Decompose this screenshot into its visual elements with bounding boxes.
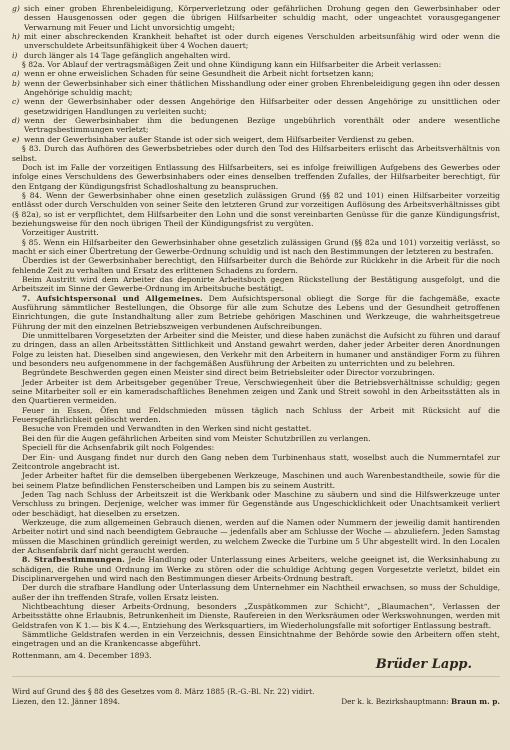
paragraph: Jeder Arbeiter haftet für die demselben übergebenen Werkzeuge, Maschinen und auch Warenbestandtheile, sowie für die bei seinem Platze befindlichen Fensterscheiben und Lampen bis zu seinem Austritt.: [12, 471, 500, 490]
paragraph: Beim Austritt wird dem Arbeiter das deponirte Arbeitsbuch gegen Rückstellung der Bestätigung ausgefolgt, und die Arbeitszeit im Sinne der Gewerbe-Ordnung im Arbeitsbuche bestätigt.: [12, 274, 500, 294]
approval-footer: [12, 687, 500, 707]
paragraph: Bei den für die Augen gefährlichen Arbeiten sind vom Meister Schutzbrillen zu verlangen.: [22, 433, 371, 443]
paragraph: Feuer in Essen, Öfen und Feldschmieden müssen täglich nach Schluss der Arbeit mit Rücksicht auf die Feuersgefährlichkeit gelöscht werden.: [12, 405, 500, 425]
paragraph: Jeden Tag nach Schluss der Arbeitszeit ist die Werkbank oder Maschine zu säubern und sind die Hilfswerkzeuge unter Verschluss zu bringen. Derjenige, welcher was immer für Gegenstände aus Ungeschicklichkeit oder Unachtsamkeit verliert oder beschädigt, hat dieselben zu ersetzen.: [12, 489, 500, 518]
list-item: [12, 32, 500, 51]
section-heading: 7. Aufsichtspersonal und Allgemeines.: [22, 293, 203, 303]
list-text: sich einer groben Ehrenbeleidigung, Körperverletzung oder gefährlichen Drohung gegen den Gewerbsinhaber oder dessen Hausgenossen oder gegen die übrigen Hilfsarbeiter schuldig macht, oder ungeachtet vorausgegangener Verwarnung mit Feuer und Licht unvorsichtig umgeht;: [24, 4, 500, 32]
list-item: [12, 97, 500, 116]
list-text: wenn der Gewerbsinhaber ihm die bedungenen Bezüge ungebührlich vorenthält oder andere wesentliche Vertragsbestimmungen verletzt;: [24, 116, 500, 135]
list-item: [12, 51, 500, 60]
paragraph: Der Ein- und Ausgang findet nur durch den Gang neben dem Turbinenhaus statt, woselbst auch die Nummerntafel zur Zeitcontrole angebracht ist.: [12, 452, 500, 471]
paragraph: § 84. Wenn der Gewerbsinhaber ohne einen gesetzlich zulässigen Grund (§§ 82 und 101) einen Hilfsarbeiter vorzeitig entlässt oder durch Verschulden von seiner Seite den letzteren Grund zur vorzeitigen Auflösung des Arbeitsverhältnisses gibt (§ 82a), so ist er verpflichtet, dem Hilfsarbeiter den Lohn und die sonst vereinbarten Genüsse für die ganze Kündigungsfrist, beziehungsweise für den noch übrigen Theil der Kündigungsfrist zu vergüten.: [12, 190, 500, 228]
paragraph: Sämmtliche Geldstrafen werden in ein Verzeichnis, dessen Einsichtnahme der Behörde sowie den Arbeitern offen steht, eingetragen und an die Krankencasse abgeführt.: [12, 630, 500, 649]
section-heading: 8. Strafbestimmungen.: [22, 555, 126, 565]
paragraph: Die unmittelbaren Vorgesetzten der Arbeiter sind die Meister, und diese haben zunächst die Aufsicht zu führen und darauf zu dringen, dass an allen Arbeitsstätten Sittlichkeit und Anstand gewahrt werden, daher jeder Arbeiter deren Anordnungen Folge zu leisten hat. Dieselben sind angewiesen, den Verkehr mit den Arbeitern in humaner und anständiger Form zu führen und besonders neu aufgenommene in der fachgemäßen Ausführung der Arbeiten zu unterrichten und zu belehren.: [12, 331, 500, 369]
section-text: Dem Aufsichtspersonal obliegt die Sorge für die fachgemäße, exacte Ausführung sämmtlicher Bestellungen, die Obsorge für alle zum Schutze des Lebens und der Gesundheit getroffenen Einrichtungen, die gute Instandhaltung aller zum Betriebe gehörigen Maschinen und Werkzeuge, die wahrheitsgetreue Führung der mit den einzelnen Betriebszweigen verbundenen Aufschreibungen.: [12, 293, 500, 331]
paragraph: Jeder Arbeiter ist dem Arbeitsgeber gegenüber Treue, Verschwiegenheit über die Betriebsverhältnisse schuldig; gegen seine Mitarbeiter soll er ein kameradschaftliches Benehmen zeigen und Zank und Streit sowohl in den Arbeitsstätten als in den Quartieren vermeiden.: [12, 377, 500, 406]
divider: [12, 676, 500, 677]
section-8: [12, 555, 500, 583]
paragraph: Doch ist im Falle der vorzeitigen Entlassung des Hilfsarbeiters, sei es infolge freiwilligen Aufgebens des Gewerbes oder infolge eines Verschuldens des Gewerbsinhabers oder eines denselben treffenden Zufalles, der Hilfsarbeiter berechtigt, für den Entgang der Kündigungsfrist Schadloshaltung zu beanspruchen.: [12, 162, 500, 191]
paragraph: § 85. Wenn ein Hilfsarbeiter den Gewerbsinhaber ohne gesetzlich zulässigen Grund (§§ 82a und 101) vorzeitig verlässt, so macht er sich einer Übertretung der Gewerbe-Ordnung schuldig und ist nach den Bestimmungen der letzteren zu bestrafen.: [12, 237, 500, 256]
list-item: [12, 135, 500, 144]
section-7: [12, 294, 500, 331]
paragraph: § 83. Durch das Aufhören des Gewerbsbetriebes oder durch den Tod des Hilfsarbeiters erlischt das Arbeitsverhältnis von selbst.: [12, 144, 500, 163]
paragraph: Überdies ist der Gewerbsinhaber berechtigt, den Hilfsarbeiter durch die Behörde zur Rückkehr in die Arbeit für die noch fehlende Zeit zu verhalten und Ersatz des erlittenen Schadens zu fordern.: [12, 256, 500, 275]
place-date: Rottenmann, am 4. December 1893.: [12, 650, 152, 660]
list-text: wenn der Gewerbsinhaber außer Stande ist oder sich weigert, dem Hilfsarbeiter Verdienst zu geben.: [24, 134, 415, 144]
footer-place-date: Liezen, den 12. Jänner 1894.: [12, 697, 120, 707]
paragraph: Der durch die strafbare Handlung oder Unterlassung dem Unternehmer ein Nachtheil erwachsen, so muss der Schuldige, außer der ihn treffenden Strafe, vollen Ersatz leisten.: [12, 583, 500, 602]
footer-authority-name: Braun m. p.: [451, 697, 500, 707]
list-label: d): [12, 116, 20, 126]
list-item: [12, 4, 500, 32]
paragraph: Speciell für die Achsenfabrik gilt noch Folgendes:: [22, 443, 215, 453]
footer-approval-line: Wird auf Grund des § 88 des Gesetzes vom 8. März 1885 (R.-G.-Bl. Nr. 22) vidirt.: [12, 687, 315, 697]
paragraph: Werkzeuge, die zum allgemeinen Gebrauch dienen, werden auf die Namen oder Nummern der jeweilig damit hantirenden Arbeiter notirt und sind nach beendigtem Gebrauche — jedenfalls aber am Schlusse der Woche — abzuliefern. Jeden Samstag müssen die Maschinen gründlich gereinigt werden, zu welchem Zwecke die Turbine um 5 Uhr abgestellt wird. In den Localen der Achsenfabrik darf nicht geraucht werden.: [12, 517, 500, 555]
list-label: h): [12, 32, 20, 42]
paragraph: Besuche von Fremden und Verwandten in den Werken sind nicht gestattet.: [22, 424, 312, 434]
list-item: [12, 69, 500, 78]
list-item: [12, 79, 500, 98]
signature: Brüder Lapp.: [375, 657, 472, 673]
subheading: Vorzeitiger Austritt.: [22, 228, 99, 238]
list-label: e): [12, 134, 20, 144]
list-text: durch länger als 14 Tage gefänglich angehalten wird.: [24, 50, 231, 60]
list-text: mit einer abschreckenden Krankheit behaftet ist oder durch eigenes Verschulden arbeitsunfähig wird oder wenn die unverschuldete Arbeitsunfähigkeit über 4 Wochen dauert;: [24, 32, 500, 51]
paragraph: Begründete Beschwerden gegen einen Meister sind direct beim Betriebsleiter oder Director vorzubringen.: [22, 368, 435, 378]
list-label: c): [12, 97, 20, 107]
footer-authority-row: [12, 697, 500, 707]
section-text: Jede Handlung oder Unterlassung eines Arbeiters, welche geeignet ist, die Werksinhabung zu schädigen, die Ruhe und Ordnung im Werke zu stören oder die schuldige Achtung gegen Vorgesetzte verletzt, bildet ein Disciplinarvergehen und wird nach den Bestimmungen dieser Arbeits-Ordnung bestraft.: [12, 555, 500, 583]
list-label: g): [12, 4, 20, 13]
paragraph: Nichtbeachtung dieser Arbeits-Ordnung, besonders „Zuspätkommen zur Schicht“, „Blaumachen“, Verlassen der Arbeitsstätte ohne Erlaubnis, Betrunkenheit im Dienste, Raufereien in den Werksräumen oder Werkswohnungen, werden mit Geldstrafen von K 1.— bis K 4.—, Entziehung des Werksquartiers, im Wiederholungsfalle mit sofortiger Entlassung bestraft.: [12, 602, 500, 630]
list-item: [12, 116, 500, 135]
list-label: b): [12, 78, 20, 88]
list-text: wenn der Gewerbsinhaber sich einer thätlichen Misshandlung oder einer groben Ehrenbeleidigung gegen ihn oder dessen Angehörige schuldig macht;: [24, 78, 500, 98]
footer-authority-title: Der k. k. Bezirkshauptmann:: [341, 697, 449, 707]
footer-authority: [341, 697, 500, 707]
list-label: i): [12, 50, 18, 60]
list-label: a): [12, 69, 20, 79]
list-text: wenn der Gewerbsinhaber oder dessen Angehörige den Hilfsarbeiter oder dessen Angehörige zu unsittlichen oder gesetzwidrigen Handlungen zu verleiten sucht;: [24, 97, 500, 116]
signature-block: [12, 657, 500, 673]
paragraph: § 82a. Vor Ablauf der vertragsmäßigen Zeit und ohne Kündigung kann ein Hilfsarbeiter die Arbeit verlassen:: [22, 60, 442, 70]
regulation-text: [12, 4, 500, 673]
list-text: wenn er ohne erweislichen Schaden für seine Gesundheit die Arbeit nicht fortsetzen kann;: [24, 69, 374, 79]
